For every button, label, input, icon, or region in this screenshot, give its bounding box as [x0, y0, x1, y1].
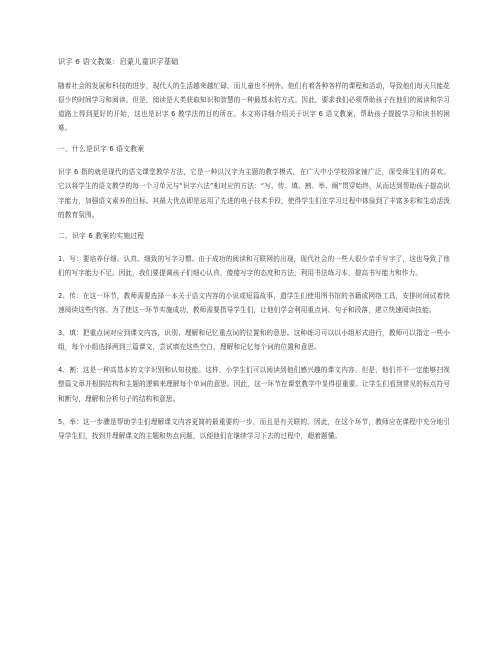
section-2-heading: 二、识字 6 教案的实施过程: [58, 231, 145, 240]
step-5-paragraph: 5、举：这一步骤是帮助学生们理解课文内容更简的最重要的一步，而且是有关联的。因此，在这个环节，教师应在课程中充分地引导学生们，找到并理解课文的主题和热点问题，以便他们在继续学习下去的过程中，超着题懂。: [58, 417, 450, 440]
document-page: [58, 57, 450, 452]
step-4-paragraph: 4、割：这是一种高基本的文字识别和认知技能。这样，小学生们可以阅读到他们感兴趣的课文内容，但是，他们并不一定能够扫视整篇文章并根据结构和主题的逻辑来理解每个单词的意思。因此，这一环节在课堂教学中显得很重要。让学生们看到常见的标点符号和断句，理解和分析句子的结构和意思。: [58, 366, 450, 403]
document-title: 识字 6 语文教案：启蒙儿童识字基础: [58, 57, 179, 66]
step-1-paragraph: 1、写：要培养仔细、认真、细致的写字习惯。由于成功的阅读和互联网的出现，现代社会的一些人很少亲手写字了，这也导致了他们的写字能力不足。因此，我们要提调孩子们细心认真，傻傻写字的态度和方法，利用书法练习本，提高书写能力和作力。: [58, 254, 450, 277]
section-1-heading: 一、什么是识字 6 语文教案: [58, 145, 145, 154]
intro-paragraph: 随着社会的发展和科技的进步，现代人的生活越来越忙碌，而儿童也不例外。他们有着各种各样的课程和活动，导致他们每天只能花很少的时间学习和阅读。但是，阅读是人类获取知识和智慧的一种最基本的方式。因此，要求我们必须帮助孩子在他们的阅读和学习道路上得到更好的开始，这也是识字 6 教学法的目的所在。本文将详细介绍关于识字 6 语文教案，帮助孩子提脱学习和读书的困难。: [58, 82, 450, 133]
step-2-paragraph: 2、传：在这一环节，教师需要选择一本关于语文内容的小说或短篇故事，遗学生们使用图书馆的书籍或网络工具，安排时间试着快速阅读这些内容。为了使这一环节实施成功，教师需要指导学生们，让他们学会利用重点词、句子和段落，建立快速阅读技能。: [58, 291, 450, 315]
step-3-paragraph: 3、填：把重点词对应到课文内容，识别、理解和记忆重点词的位置和的意思。这种练习可以以小组形式进行，教师可以指定一些小组，每个小组选择两到三篇课文，尝试填充这些空白，理解和记忆每个词的位置和意思。: [58, 329, 450, 352]
section-1-paragraph: 识字 6 指的就是现代的语文课堂教学方法，它是一种以汉字为主题的教学模式，在广大中小学校园家铺广泛，深受师生们的喜欢。它以将学生的语文教学的每一个习单元与“识字六法”相对应的方法：“写、传、填、割、举、阐”贯穿始终，从而达到帮助孩子提高识字能力，加强语文素养的目标。其最大优点即是运用了先进的电子技术手段，使得学生们在学习过程中体验到了丰富多彩和生动活泼的教育氛围。: [58, 168, 450, 219]
